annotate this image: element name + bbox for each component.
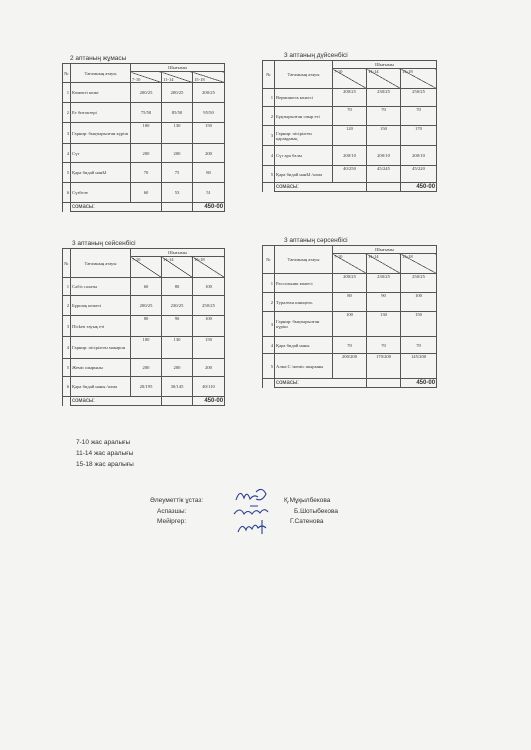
legend-item: 15-18 жас аралығы bbox=[76, 461, 134, 468]
sum-row bbox=[63, 203, 225, 212]
portion-value: 200/25 bbox=[193, 83, 225, 103]
dish-name: Пісken тауық еті bbox=[71, 316, 131, 337]
row-number: 2 bbox=[63, 296, 71, 316]
portion-value: 80 bbox=[333, 293, 367, 312]
row-number: 6 bbox=[63, 377, 71, 397]
sum-row bbox=[63, 397, 225, 406]
portion-value: 150 bbox=[193, 123, 225, 144]
dish-name: Вермишель көжесі bbox=[275, 89, 333, 107]
dish-name: Рассольник көжесі bbox=[275, 274, 333, 293]
portion-value: 70 bbox=[401, 337, 437, 354]
row-number: 2 bbox=[63, 103, 71, 123]
col-no-header: № bbox=[263, 61, 275, 89]
age-header: 15-18 bbox=[401, 69, 437, 89]
portion-value: 230/25 bbox=[367, 89, 401, 107]
table-row bbox=[263, 337, 437, 354]
age-header: 7-10 bbox=[131, 257, 162, 278]
table-row bbox=[263, 312, 437, 337]
portion-value: 60 bbox=[131, 183, 162, 203]
dish-name: Бұқтырылған сиыр еті bbox=[275, 107, 333, 126]
signature-role: Аспазшы: bbox=[157, 508, 187, 515]
table-row bbox=[63, 296, 225, 316]
portion-value: 200/10 bbox=[333, 146, 367, 166]
sum-value: 450-00 bbox=[401, 183, 437, 192]
legend-item: 11-14 жас аралығы bbox=[76, 450, 134, 457]
col-portion-header: Шығымы bbox=[333, 61, 437, 69]
portion-value: 145/200 bbox=[401, 354, 437, 379]
table-row bbox=[263, 274, 437, 293]
row-number: 5 bbox=[263, 354, 275, 379]
row-number: 5 bbox=[63, 359, 71, 377]
portion-value: 70 bbox=[367, 107, 401, 126]
table-row bbox=[63, 103, 225, 123]
row-number: 1 bbox=[263, 274, 275, 293]
col-name-header: Тағамның атауы bbox=[71, 249, 131, 278]
portion-value: 40/250 bbox=[333, 166, 367, 183]
portion-value: 150 bbox=[401, 312, 437, 337]
col-name-header: Тағамның атауы bbox=[71, 64, 131, 83]
dish-name: Гарнир: пісірілген қарақұмық bbox=[275, 126, 333, 146]
portion-value: 45/245 bbox=[367, 166, 401, 183]
table-row bbox=[63, 377, 225, 397]
sum-label: сомасы: bbox=[71, 397, 162, 406]
row-number: 2 bbox=[263, 293, 275, 312]
dish-name: Гарнир: бықтырылған күріш bbox=[71, 123, 131, 144]
portion-value: 230/25 bbox=[367, 274, 401, 293]
portion-value: 200/25 bbox=[333, 89, 367, 107]
portion-value: 200 bbox=[193, 144, 225, 163]
dish-name: Қара бидай наны bbox=[275, 337, 333, 354]
age-header: 7-10 bbox=[131, 72, 162, 83]
portion-value: 80 bbox=[162, 278, 193, 296]
signature-name: Г.Сатенова bbox=[290, 518, 324, 525]
dish-name: Сәбіз салаты bbox=[71, 278, 131, 296]
dish-name: Көмекті көже bbox=[71, 83, 131, 103]
portion-value: 200 bbox=[162, 144, 193, 163]
row-number: 5 bbox=[263, 166, 275, 183]
dish-name: Сүт bbox=[71, 144, 131, 163]
table-row bbox=[263, 89, 437, 107]
portion-value: 40/110 bbox=[193, 377, 225, 397]
row-number: 4 bbox=[63, 337, 71, 359]
table-title: 2 аптаның жұмасы bbox=[70, 55, 127, 62]
dish-name: Сүзбеле bbox=[71, 183, 131, 203]
row-number: 3 bbox=[63, 123, 71, 144]
sum-label: сомасы: bbox=[275, 379, 367, 388]
age-legend bbox=[76, 437, 134, 470]
portion-value: 130 bbox=[367, 312, 401, 337]
portion-value: 200/25 bbox=[333, 274, 367, 293]
portion-value: 150 bbox=[367, 126, 401, 146]
portion-value: 30/145 bbox=[162, 377, 193, 397]
sum-row bbox=[263, 183, 437, 192]
sum-value: 450-00 bbox=[401, 379, 437, 388]
table-row bbox=[63, 316, 225, 337]
menu-table bbox=[262, 60, 437, 192]
portion-value: 200/10 bbox=[401, 146, 437, 166]
table-title: 3 аптаның дүйсенбісі bbox=[284, 52, 348, 59]
dish-name: Бұршақ көжесі bbox=[71, 296, 131, 316]
portion-value: 75/50 bbox=[131, 103, 162, 123]
portion-value: 200/25 bbox=[162, 83, 193, 103]
portion-value: 120 bbox=[333, 126, 367, 146]
portion-value: 70 bbox=[333, 337, 367, 354]
table-row bbox=[63, 83, 225, 103]
table-row bbox=[263, 146, 437, 166]
table-row bbox=[263, 293, 437, 312]
table-title: 3 аптаның сәрсенбісі bbox=[284, 237, 348, 244]
signature-role: Әлеуметтік ұстаз: bbox=[150, 497, 204, 504]
portion-value: 100 bbox=[193, 316, 225, 337]
sum-value: 450-00 bbox=[193, 203, 225, 212]
row-number: 4 bbox=[63, 144, 71, 163]
menu-table-block-2 bbox=[262, 52, 437, 192]
menu-table-block-3 bbox=[62, 240, 225, 406]
dish-name: Туралған шницель bbox=[275, 293, 333, 312]
row-number: 2 bbox=[263, 107, 275, 126]
age-header: 11-14 bbox=[162, 257, 193, 278]
portion-value: 85/50 bbox=[162, 103, 193, 123]
portion-value: 51 bbox=[193, 183, 225, 203]
dish-name: Гарнир: бықтырылған күріш bbox=[275, 312, 333, 337]
dish-name: Алма С /жеміс шырыны bbox=[275, 354, 333, 379]
col-no-header: № bbox=[63, 249, 71, 278]
portion-value: 70 bbox=[367, 337, 401, 354]
portion-value: 250/25 bbox=[193, 296, 225, 316]
portion-value: 200 bbox=[162, 359, 193, 377]
col-name-header: Тағамның атауы bbox=[275, 246, 333, 274]
portion-value: 60 bbox=[131, 278, 162, 296]
table-row bbox=[63, 359, 225, 377]
row-number: 4 bbox=[263, 337, 275, 354]
menu-table bbox=[262, 245, 437, 388]
handwritten-signatures bbox=[228, 484, 284, 540]
portion-value: 90 bbox=[367, 293, 401, 312]
col-no-header: № bbox=[63, 64, 71, 83]
age-header: 11-14 bbox=[367, 69, 401, 89]
portion-value: 70 bbox=[131, 163, 162, 183]
menu-table bbox=[62, 248, 225, 406]
portion-value: 53 bbox=[162, 183, 193, 203]
menu-table-block-1 bbox=[62, 55, 225, 212]
table-row bbox=[63, 337, 225, 359]
col-name-header: Тағамның атауы bbox=[275, 61, 333, 89]
portion-value: 130 bbox=[162, 123, 193, 144]
portion-value: 80 bbox=[193, 163, 225, 183]
signature-name: Б.Шотыбекова bbox=[294, 508, 338, 515]
table-row bbox=[263, 354, 437, 379]
dish-name: Сүт ара балы bbox=[275, 146, 333, 166]
portion-value: 100 bbox=[193, 278, 225, 296]
portion-value: 45/220 bbox=[401, 166, 437, 183]
menu-table bbox=[62, 63, 225, 212]
portion-value: 250/25 bbox=[401, 89, 437, 107]
age-header: 11-14 bbox=[162, 72, 193, 83]
portion-value: 200 bbox=[131, 359, 162, 377]
row-number: 5 bbox=[63, 163, 71, 183]
portion-value: 90 bbox=[162, 316, 193, 337]
sum-row bbox=[263, 379, 437, 388]
table-row bbox=[263, 107, 437, 126]
sum-label: сомасы: bbox=[71, 203, 162, 212]
portion-value: 200 bbox=[193, 359, 225, 377]
portion-value: 95/50 bbox=[193, 103, 225, 123]
row-number: 6 bbox=[63, 183, 71, 203]
portion-value: 20/195 bbox=[131, 377, 162, 397]
row-number: 4 bbox=[263, 146, 275, 166]
menu-table-block-4 bbox=[262, 237, 437, 388]
portion-value: 200/200 bbox=[333, 354, 367, 379]
portion-value: 100 bbox=[131, 123, 162, 144]
dish-name: Қара бидай нанЫ bbox=[71, 163, 131, 183]
table-row bbox=[263, 126, 437, 146]
col-portion-header: Шығымы bbox=[131, 64, 225, 72]
age-header: 15-18 bbox=[401, 254, 437, 274]
age-header: 7-10 bbox=[333, 254, 367, 274]
row-number: 3 bbox=[263, 126, 275, 146]
row-number: 3 bbox=[263, 312, 275, 337]
age-header: 11-14 bbox=[367, 254, 401, 274]
legend-item: 7-10 жас аралығы bbox=[76, 439, 131, 446]
portion-value: 250/25 bbox=[401, 274, 437, 293]
row-number: 1 bbox=[63, 83, 71, 103]
age-header: 7-10 bbox=[333, 69, 367, 89]
table-row bbox=[63, 123, 225, 144]
age-header: 15-18 bbox=[193, 257, 225, 278]
dish-name: Ет битоктері bbox=[71, 103, 131, 123]
portion-value: 200 bbox=[131, 144, 162, 163]
portion-value: 200/25 bbox=[131, 83, 162, 103]
signature-role: Мейіргер: bbox=[157, 518, 187, 525]
col-portion-header: Шығымы bbox=[333, 246, 437, 254]
portion-value: 150 bbox=[193, 337, 225, 359]
table-row bbox=[263, 166, 437, 183]
dish-name: Қара бидай наны /алма bbox=[71, 377, 131, 397]
row-number: 3 bbox=[63, 316, 71, 337]
portion-value: 100 bbox=[131, 337, 162, 359]
dish-name: Жеміс шырыны bbox=[71, 359, 131, 377]
portion-value: 170 bbox=[401, 126, 437, 146]
portion-value: 100 bbox=[333, 312, 367, 337]
dish-name: Қара бидай нанЫ /алма bbox=[275, 166, 333, 183]
portion-value: 70 bbox=[401, 107, 437, 126]
table-row bbox=[63, 278, 225, 296]
table-row bbox=[63, 163, 225, 183]
table-row bbox=[63, 144, 225, 163]
portion-value: 70 bbox=[333, 107, 367, 126]
col-no-header: № bbox=[263, 246, 275, 274]
table-row bbox=[63, 183, 225, 203]
portion-value: 130 bbox=[162, 337, 193, 359]
portion-value: 75 bbox=[162, 163, 193, 183]
row-number: 1 bbox=[63, 278, 71, 296]
portion-value: 200/10 bbox=[367, 146, 401, 166]
signature-name: Қ.Мұқылбекова bbox=[284, 497, 331, 504]
sum-label: сомасы: bbox=[275, 183, 367, 192]
table-title: 3 аптаның сейсенбісі bbox=[72, 240, 136, 247]
portion-value: 230/25 bbox=[162, 296, 193, 316]
portion-value: 100 bbox=[401, 293, 437, 312]
col-portion-header: Шығымы bbox=[131, 249, 225, 257]
dish-name: Гарнир: пісірілген макарон bbox=[71, 337, 131, 359]
sum-value: 450-00 bbox=[193, 397, 225, 406]
row-number: 1 bbox=[263, 89, 275, 107]
portion-value: 200/25 bbox=[131, 296, 162, 316]
portion-value: 80 bbox=[131, 316, 162, 337]
age-header: 15-18 bbox=[193, 72, 225, 83]
portion-value: 170/200 bbox=[367, 354, 401, 379]
